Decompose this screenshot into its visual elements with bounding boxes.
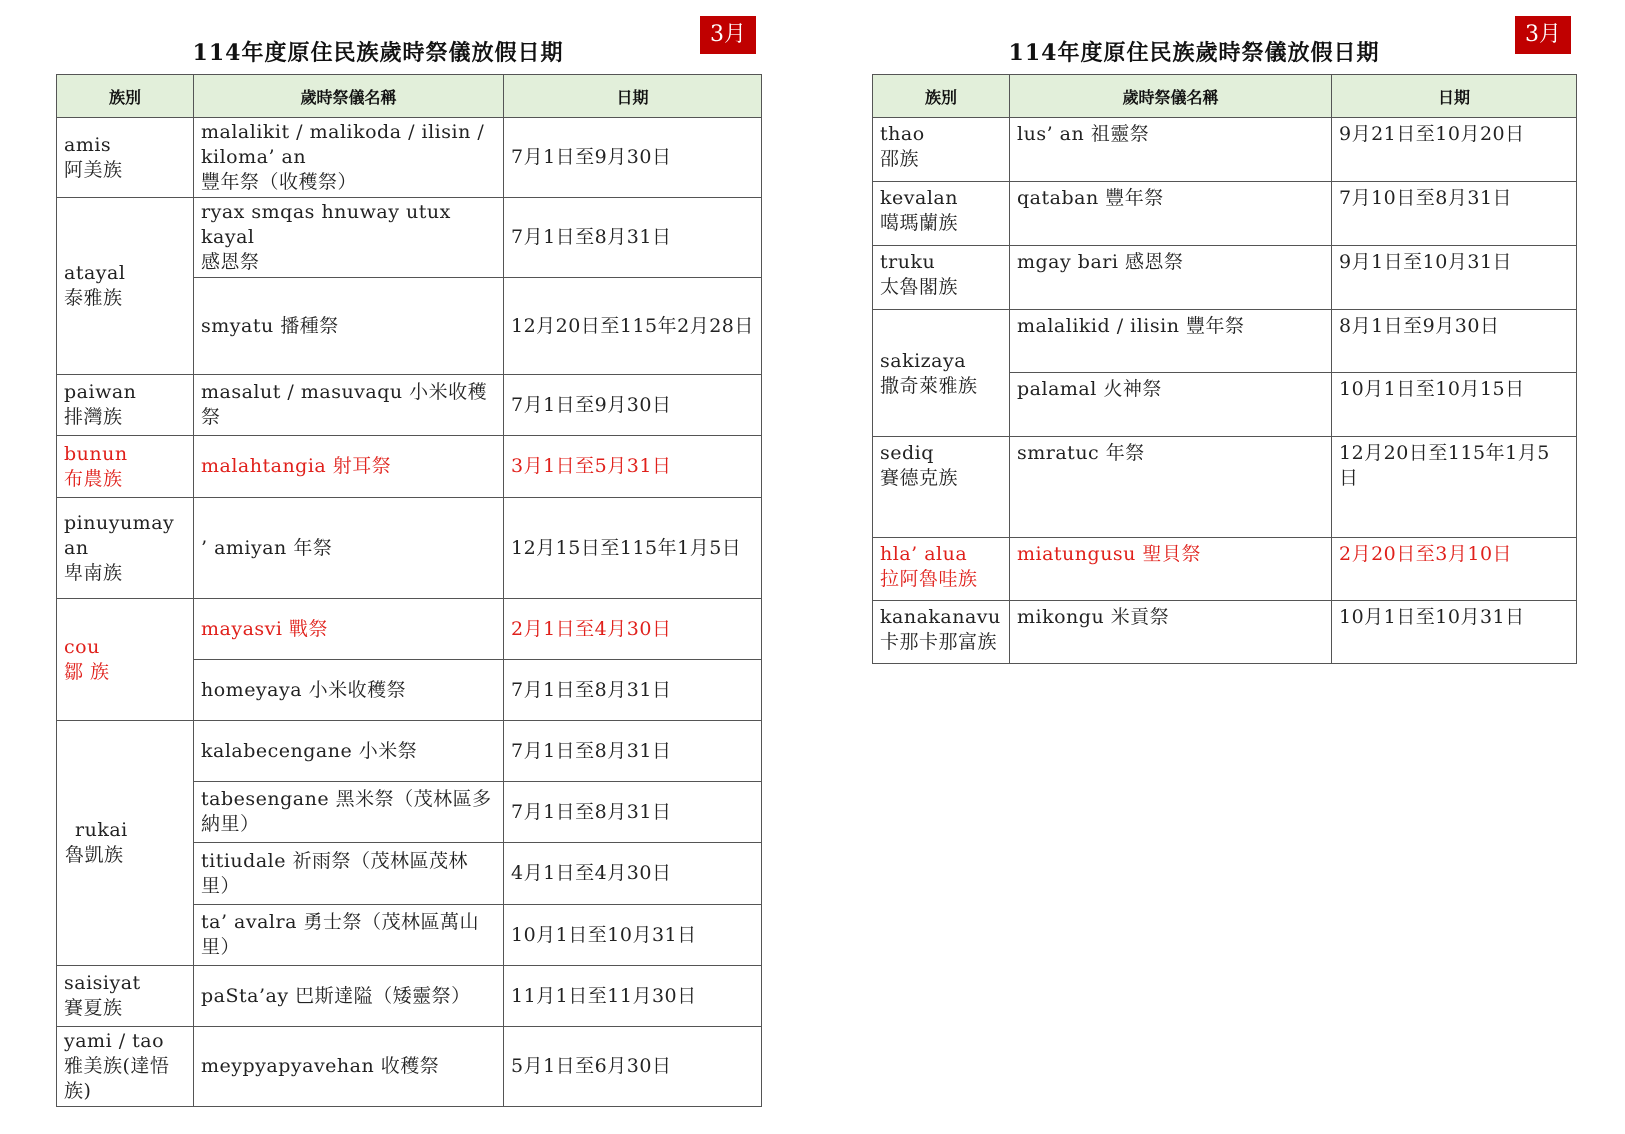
ritual-cell: mgay bari 感恩祭 <box>1010 246 1332 310</box>
date-cell: 7月1日至9月30日 <box>504 375 762 436</box>
table-row-highlighted <box>873 538 1577 601</box>
table-row <box>873 601 1577 664</box>
table-row <box>873 182 1577 246</box>
tribe-cell: sakizaya 撒奇萊雅族 <box>873 310 1010 437</box>
date-cell: 7月1日至8月31日 <box>504 721 762 782</box>
tribe-cell: atayal 泰雅族 <box>57 198 194 375</box>
ritual-cell: malahtangia 射耳祭 <box>194 436 504 498</box>
tribe-cell: saisiyat 賽夏族 <box>57 966 194 1027</box>
ritual-cell: smratuc 年祭 <box>1010 437 1332 538</box>
ritual-cell: malalikit / malikoda / ilisin / kiloma’ an 豐年祭（收穫祭） <box>194 118 504 198</box>
ritual-cell: paSta’ay 巴斯達隘（矮靈祭） <box>194 966 504 1027</box>
header-row <box>57 75 762 118</box>
table-row <box>873 437 1577 538</box>
date-cell: 3月1日至5月31日 <box>504 436 762 498</box>
date-cell: 12月20日至115年2月28日 <box>504 278 762 375</box>
header-ritual: 歲時祭儀名稱 <box>194 75 504 118</box>
tribe-cell: sediq 賽德克族 <box>873 437 1010 538</box>
ritual-cell: masalut / masuvaqu 小米收穫祭 <box>194 375 504 436</box>
ritual-cell: tabesengane 黑米祭（茂林區多納里） <box>194 782 504 843</box>
date-cell: 7月1日至8月31日 <box>504 198 762 278</box>
table-row <box>57 375 762 436</box>
date-cell: 10月1日至10月15日 <box>1332 373 1577 437</box>
date-cell: 12月15日至115年1月5日 <box>504 498 762 599</box>
date-cell: 10月1日至10月31日 <box>504 905 762 966</box>
tribe-cell: amis 阿美族 <box>57 118 194 198</box>
date-cell: 7月1日至8月31日 <box>504 660 762 721</box>
date-cell: 12月20日至115年1月5日 <box>1332 437 1577 538</box>
sheet-title: 114年度原住民族歲時祭儀放假日期 <box>192 40 564 66</box>
date-cell: 7月1日至9月30日 <box>504 118 762 198</box>
header-tribe: 族別 <box>873 75 1010 118</box>
header-date: 日期 <box>1332 75 1577 118</box>
ritual-cell: ryax smqas hnuway utux kayal 感恩祭 <box>194 198 504 278</box>
ritual-cell: ’ amiyan 年祭 <box>194 498 504 599</box>
table-row <box>57 1027 762 1107</box>
header-ritual: 歲時祭儀名稱 <box>1010 75 1332 118</box>
date-cell: 8月1日至9月30日 <box>1332 310 1577 373</box>
month-badge: 3月 <box>700 16 756 54</box>
ritual-cell: mikongu 米貢祭 <box>1010 601 1332 664</box>
ritual-cell: palamal 火神祭 <box>1010 373 1332 437</box>
tribe-cell: kevalan 噶瑪蘭族 <box>873 182 1010 246</box>
table-row <box>873 246 1577 310</box>
header-tribe: 族別 <box>57 75 194 118</box>
date-cell: 7月1日至8月31日 <box>504 782 762 843</box>
table-row <box>57 721 762 782</box>
month-badge: 3月 <box>1515 16 1571 54</box>
table-row <box>873 310 1577 373</box>
date-cell: 7月10日至8月31日 <box>1332 182 1577 246</box>
ritual-cell: homeyaya 小米收穫祭 <box>194 660 504 721</box>
ritual-cell: mayasvi 戰祭 <box>194 599 504 660</box>
tribe-cell: paiwan 排灣族 <box>57 375 194 436</box>
table-row-highlighted <box>57 436 762 498</box>
ritual-cell: malalikid / ilisin 豐年祭 <box>1010 310 1332 373</box>
ritual-cell: miatungusu 聖貝祭 <box>1010 538 1332 601</box>
sheet-title: 114年度原住民族歲時祭儀放假日期 <box>1008 40 1380 66</box>
table-row <box>57 198 762 278</box>
date-cell: 9月1日至10月31日 <box>1332 246 1577 310</box>
date-cell: 2月1日至4月30日 <box>504 599 762 660</box>
date-cell: 11月1日至11月30日 <box>504 966 762 1027</box>
ritual-cell: lus’ an 祖靈祭 <box>1010 118 1332 182</box>
tribe-cell: bunun 布農族 <box>57 436 194 498</box>
tribe-cell: rukai 魯凱族 <box>57 721 194 966</box>
table-row <box>57 498 762 599</box>
table-row <box>57 118 762 198</box>
date-cell: 10月1日至10月31日 <box>1332 601 1577 664</box>
festival-table <box>56 74 762 1107</box>
tribe-cell: hla’ alua 拉阿魯哇族 <box>873 538 1010 601</box>
ritual-cell: ta’ avalra 勇士祭（茂林區萬山里） <box>194 905 504 966</box>
ritual-cell: titiudale 祈雨祭（茂林區茂林里） <box>194 843 504 905</box>
tribe-cell: truku 太魯閣族 <box>873 246 1010 310</box>
date-cell: 5月1日至6月30日 <box>504 1027 762 1107</box>
table-row <box>57 599 762 660</box>
tribe-cell: cou 鄒 族 <box>57 599 194 721</box>
date-cell: 4月1日至4月30日 <box>504 843 762 905</box>
tribe-cell: thao 邵族 <box>873 118 1010 182</box>
tribe-cell: kanakanavu 卡那卡那富族 <box>873 601 1010 664</box>
ritual-cell: kalabecengane 小米祭 <box>194 721 504 782</box>
date-cell: 9月21日至10月20日 <box>1332 118 1577 182</box>
table-row <box>873 118 1577 182</box>
header-row <box>873 75 1577 118</box>
date-cell: 2月20日至3月10日 <box>1332 538 1577 601</box>
header-date: 日期 <box>504 75 762 118</box>
ritual-cell: smyatu 播種祭 <box>194 278 504 375</box>
tribe-cell: pinuyumayan 卑南族 <box>57 498 194 599</box>
ritual-cell: qataban 豐年祭 <box>1010 182 1332 246</box>
table-row <box>57 966 762 1027</box>
ritual-cell: meypyapyavehan 收穫祭 <box>194 1027 504 1107</box>
tribe-cell: yami / tao 雅美族(達悟族) <box>57 1027 194 1107</box>
festival-table <box>872 74 1577 664</box>
